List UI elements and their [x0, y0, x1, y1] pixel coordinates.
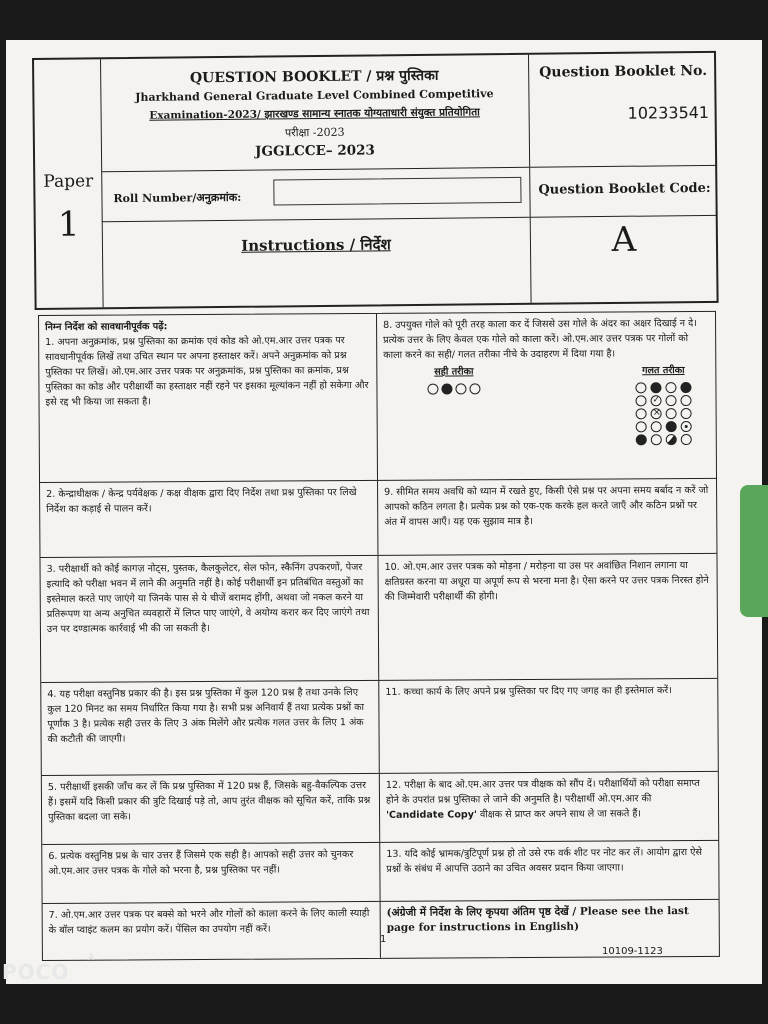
bubble-icon [651, 434, 662, 445]
bubble-icon [469, 383, 480, 394]
paper-label: Paper [43, 171, 94, 192]
exam-code: JGGLCCE– 2023 [255, 142, 375, 160]
correct-label: सही तरीका [434, 366, 474, 378]
filled-bubble-icon [666, 421, 677, 432]
divider [530, 165, 716, 168]
instructions-intro: निम्न निर्देश को सावधानीपूर्वक पढ़ें: [45, 321, 168, 333]
instruction-cell [39, 314, 378, 482]
instruction-10: 10. ओ.एम.आर उत्तर पत्रक को मोड़ना / मरोड़ना या उस पर अवांछित निशान लगाना या क्षतिग्रस्त करना या अधूरा या अपूर्ण रूप से भरना मना है। ऐसा करने पर उत्तर पत्रक निरस्त होने की जिम्मेवारी परीक्षार्थी की होगी। [384, 560, 709, 603]
instruction-7: 7. ओ.एम.आर उत्तर पत्रक पर बक्से को भरने और गोलों को काला करने के लिए काली स्याही के बॉल प्वाइंट कलम का प्रयोग करें। पेंसिल का उपयोग नहीं करें। [43, 902, 381, 960]
divider [102, 217, 530, 222]
bubble-example [383, 361, 710, 447]
booklet-code-value: A [611, 219, 637, 260]
exam-year: परीक्षा -2023 [284, 125, 345, 140]
instruction-13: 13. यदि कोई भ्रामक/त्रुटिपूर्ण प्रश्न हो तो उसे रफ वर्क शीट पर नोट कर लें। आयोग द्वारा ऐसे प्रश्नों के संबंध में आपत्ति उठाने का उचित अवसर प्रदान किया जाएगा। [386, 846, 703, 875]
correct-example [427, 364, 480, 446]
table-row [41, 679, 718, 776]
exam-name-en: Jharkhand General Graduate Level Combined Competitive [135, 87, 494, 104]
instruction-cell [380, 772, 718, 842]
page-number: 1 [380, 934, 387, 945]
table-row [39, 312, 716, 483]
instruction-2: 2. केन्द्राधीक्षक / केन्द्र पर्यवेक्षक / कक्ष वीक्षक द्वारा दिए निर्देश तथा प्रश्न पुस्तिका पर लिखे निर्देश का कड़ाई से पालन करें। [40, 481, 378, 557]
instruction-11: 11. कच्चा कार्य के लिए अपने प्रश्न पुस्तिका पर दिए गए जगह का ही इस्तेमाल करें। [385, 685, 672, 698]
paper-number: 1 [57, 204, 80, 245]
camera-watermark-sub: A [88, 953, 95, 963]
bubble-icon [636, 408, 647, 419]
roll-number-label: Roll Number/अनुक्रमांक: [113, 190, 242, 206]
instruction-cell [377, 312, 716, 480]
bubble-icon [681, 408, 692, 419]
candidate-copy: 'Candidate Copy' [386, 809, 478, 821]
green-sticky-tab [740, 485, 768, 617]
bubble-icon [636, 395, 647, 406]
correct-bubbles [427, 383, 480, 394]
wrong-example [635, 363, 691, 445]
divider [531, 215, 717, 218]
instruction-3: 3. परीक्षार्थी को कोई कागज़ नोट्स, पुस्तक, कैलकुलेटर, सेल फोन, स्कैनिंग उपकरणों, पेजर इत्यादि को परीक्षा भवन में लाने की अनुमति नहीं है। कोई परीक्षार्थी इन प्रतिबंधित वस्तुओं का इस्तेमाल करते पाए जाएंगे या जिनके पास से ये चीजें बरामद होंगी, अथवा जो नकल करने या प्रतिरूपण या अन्य अनुचित व्यवहारों में लिप्त पाए जाएंगे, वे अयोग्य करार कर दिए जाएंगे तथा उन पर दण्डात्मक कार्रवाई भी की जा सकती है। [40, 556, 379, 682]
instructions-table [38, 311, 720, 961]
filled-bubble-icon [680, 382, 691, 393]
bubble-icon [455, 383, 466, 394]
cross-bubble-icon [651, 408, 662, 419]
footer-code: 10109-1123 [602, 946, 663, 957]
filled-bubble-icon [650, 382, 661, 393]
table-row [40, 479, 716, 558]
instruction-4: 4. यह परीक्षा वस्तुनिष्ठ प्रकार की है। इस प्रश्न पुस्तिका में कुल 120 प्रश्न है तथा उनके लिए कुल 120 मिनट का समय निर्धारित किया गया है। सभी प्रश्न अनिवार्य हैं तथा प्रत्येक प्रश्नों का पूर्णांक 3 है। प्रत्येक सही उत्तर के लिए 3 अंक मिलेंगे और प्रत्येक गलत उत्तर के लिए 1 अंक की कटौती की जाएगी। [41, 681, 380, 775]
bubble-icon [666, 395, 677, 406]
bubble-icon [665, 382, 676, 393]
instruction-9: 9. सीमित समय अवधि को ध्यान में रखते हुए, किसी ऐसे प्रश्न पर अपना समय बर्बाद न करें जो आपको कठिन लगता है। प्रत्येक प्रश्न को एक-एक करके हल करते जाएँ और कठिन प्रश्नों पर अंत में वापस आएँ। यह एक सुझाव मात्र है। [384, 484, 709, 528]
wrong-label: गलत तरीका [642, 365, 685, 377]
booklet-header [32, 51, 719, 310]
bubble-icon [681, 395, 692, 406]
instruction-5: 5. परीक्षार्थी इसकी जाँच कर लें कि प्रश्न पुस्तिका में 120 प्रश्न हैं, जिसके बहु-वैकल्पिक उत्तर हैं। इसमें यदि किसी प्रकार की त्रुटि दिखाई पड़े तो, आप तुरंत वीक्षक को सूचित करें, ताकि प्रश्न पुस्तिका बदला जा सके। [42, 774, 380, 844]
bubble-icon [427, 384, 438, 395]
booklet-title: QUESTION BOOKLET / प्रश्न पुस्तिका [189, 67, 439, 87]
wrong-bubbles [635, 382, 691, 445]
instructions-title: Instructions / निर्देश [241, 235, 391, 255]
table-row [42, 772, 718, 845]
instruction-8: 8. उपयुक्त गोले को पूरी तरह काला कर दें जिससे उस गोले के अंदर का अक्षर दिखाई न दे। प्रत्येक उत्तर के लिए केवल एक गोले को काला करें। ओ.एम.आर उत्तर पत्रक पर गोलों को काला करने का सही/ गलत तरीका नीचे के उदाहरण में दिया गया है। [383, 317, 697, 361]
dot-bubble-icon [681, 421, 692, 432]
roll-number-field[interactable] [273, 177, 521, 206]
booklet-code-label: Question Booklet Code: [538, 180, 711, 198]
booklet-no-value: 10233541 [627, 102, 710, 123]
header-center [100, 55, 531, 307]
instruction-12-end: वीक्षक से प्राप्त कर अपने साथ ले जा सकते हैं। [479, 808, 642, 821]
english-instructions-note: (अंग्रेजी में निर्देश के लिए कृपया अंतिम पृष्ठ देखें / Please see the last page for instructions in English) [386, 905, 689, 934]
camera-watermark: POCO [2, 960, 70, 984]
bubble-icon [681, 434, 692, 445]
bubble-icon [636, 421, 647, 432]
booklet-no-label: Question Booklet No. [539, 62, 708, 81]
bubble-icon [635, 382, 646, 393]
paper-column [34, 59, 104, 308]
table-row [42, 841, 718, 904]
filled-bubble-icon [441, 383, 452, 394]
table-row [40, 554, 717, 683]
instruction-6: 6. प्रत्येक वस्तुनिष्ठ प्रश्न के चार उत्तर हैं जिसमे एक सही है। आपको सही उत्तर को चुनकर ओ.एम.आर उत्तर पत्रक के गोले को भरना है, प्रश्न पुस्तिका पर नहीं। [42, 843, 380, 903]
bubble-icon [651, 421, 662, 432]
instruction-12: 12. परीक्षा के बाद ओ.एम.आर उत्तर पत्र वीक्षक को सौंप दें। परीक्षार्थियों को परीक्षा समाप्त होने के उपरांत प्रश्न पुस्तिका ले जाने की अनुमति है। परीक्षार्थी ओ.एम.आर की [385, 777, 700, 806]
instruction-1: 1. अपना अनुक्रमांक, प्रश्न पुस्तिका का क्रमांक एवं कोड को ओ.एम.आर उत्तर पत्रक पर सावधानीपूर्वक लिखें तथा उचित स्थान पर अपना हस्ताक्षर करें। अपने अनुक्रमांक को प्रश्न पुस्तिका पर लिखें। ओ.एम.आर उत्तर पत्रक पर अनुक्रमांक, प्रश्न पुस्तिका का क्रमांक, प्रश्न पुस्तिका का कोड और परीक्षार्थी का हस्ताक्षर नहीं रहने पर इसका मूल्यांकन नहीं हो सकेगा और इसे रद्द भी किया जा सकता है। [45, 335, 369, 408]
half-bubble-icon [666, 434, 677, 445]
bubble-icon [666, 408, 677, 419]
header-right [528, 53, 718, 303]
exam-name-mixed: Examination-2023/ झारखण्ड सामान्य स्नातक योग्यताधारी संयुक्त प्रतियोगिता [149, 106, 480, 122]
filled-bubble-icon [636, 434, 647, 445]
divider [101, 167, 529, 172]
